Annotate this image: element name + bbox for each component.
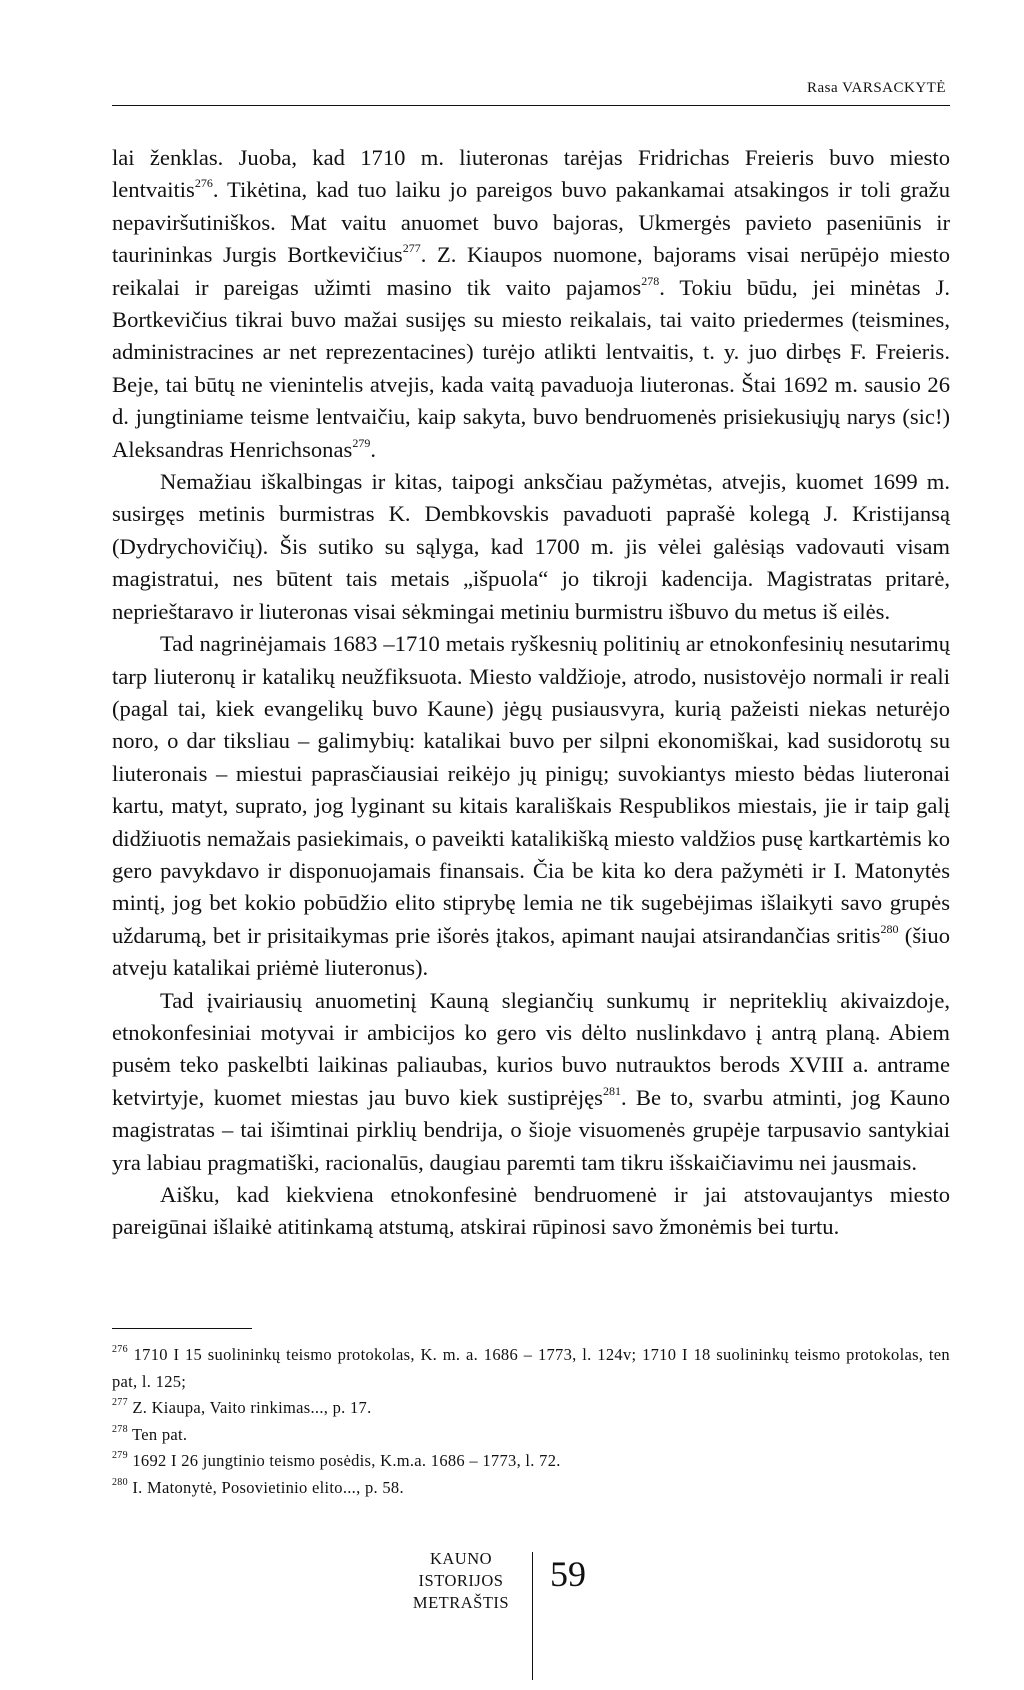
- text-run: . Z. Kiaupos nuomone, bajorams visai nerūpėjo miesto reikalai ir pareigas užimti masino tik vaito pajamos: [112, 242, 950, 300]
- text-run: Tad nagrinėjamais 1683 –1710 metais ryškesnių politinių ar etnokonfesinių nesutarimų tarp liuteronų ir katalikų neužfiksuota. Miesto valdžioje, atrodo, nusistovėjo normali ir reali (pagal tai, kiek evangelikų buvo Kaune) jėgų pusiausvyra, kurią pažeisti niekas neturėjo noro, o dar tiksliau – galimybių: katalikai buvo per silpni ekonomiškai, kad susidorotų su liuteronais – miestui paprasčiausiai reikėjo jų pinigų; suvokiantys miesto bėdas liuteronai kartu, matyt, suprato, jog lyginant su kitais karališkais Respublikos miestais, jie ir taip galį didžiuotis nemažais pasiekimais, o paveikti katalikišką miesto valdžios pusę kartkartėmis ko gero pavykdavo ir disponuojamais finansais. Čia be kita ko dera pažymėti ir I. Matonytės mintį, jog bet kokio pobūdžio elito stiprybę lemia ne tik sugebėjimas išlaikyti savo grupės uždarumą, bet ir prisitaikymas prie išorės įtakos, apimant naujai atsirandančias sritis: [112, 631, 950, 948]
- footnote: [112, 1395, 950, 1422]
- text-run: Nemažiau iškalbingas ir kitas, taipogi anksčiau pažymėtas, atvejis, kuomet 1699 m. susirgęs metinis burmistras K. Dembkovskis pavaduoti paprašė kolegą J. Kristijansą (Dydrychovičių). Šis sutiko su sąlyga, kad 1700 m. jis vėlei galėsiąs vadovauti visam magistratui, nes būtent tais metais „išpuola“ jo tikroji kadencija. Magistratas pritarė, neprieštaravo ir liuteronas visai sėkmingai metiniu burmistru išbuvo du metus iš eilės.: [112, 469, 950, 624]
- paragraph: [112, 142, 950, 466]
- journal-title: [390, 1548, 532, 1614]
- footnote: [112, 1448, 950, 1475]
- footnote-ref: 278: [641, 273, 660, 288]
- body-text: [112, 142, 950, 1244]
- footnote-text: 1710 I 15 suolininkų teismo protokolas, K. m. a. 1686 – 1773, l. 124v; 1710 I 18 suolininkų teismo protokolas, ten pat, l. 125;: [112, 1345, 950, 1391]
- text-run: Tad įvairiausių anuometinį Kauną slegiančių sunkumų ir nepriteklių akivaizdoje, etnokonfesiniai motyvai ir ambicijos ko gero vis dėlto nuslinkdavo į antrą planą. Abiem pusėm teko paskelbti laikinas paliaubas, kurios buvo nutrauktos berods XVIII a. antrame ketvirtyje, kuomet miestas jau buvo kiek sustiprėjęs: [112, 987, 950, 1110]
- footnote-number: 278: [112, 1423, 128, 1435]
- footnote-separator: [112, 1328, 252, 1329]
- paragraph: [112, 985, 950, 1179]
- running-head-author: Rasa VARSACKYTĖ: [806, 80, 946, 96]
- page-number: 59: [550, 1554, 586, 1594]
- journal-title-line: KAUNO: [429, 1549, 493, 1568]
- footnote: [112, 1475, 950, 1502]
- footnote-ref: 277: [402, 241, 421, 256]
- footnote: [112, 1342, 950, 1395]
- footnote-number: 280: [112, 1476, 128, 1488]
- footnote-ref: 276: [194, 176, 213, 191]
- journal-title-line: METRAŠTIS: [412, 1593, 510, 1612]
- footnote-ref: 279: [352, 435, 371, 450]
- footnotes: [112, 1342, 950, 1501]
- text-run: .: [370, 436, 376, 462]
- text-run: . Be to, svarbu atminti, jog Kauno magistratas – tai išimtinai pirklių bendrija, o šioje visuomenės grupėje tarpusavio santykiai yra labiau pragmatiški, racionalūs, daugiau paremti tam tikru išskaičiavimu nei jausmais.: [112, 1084, 950, 1175]
- header-rule: [112, 105, 950, 106]
- text-run: . Tikėtina, kad tuo laiku jo pareigos buvo pakankamai atsakingos ir toli gražu nepaviršutiniškos. Mat vaitu anuomet buvo bajoras, Ukmergės pavieto paseniūnis ir taurininkas Jurgis Bortkevičius: [112, 177, 950, 268]
- footnote-text: Ten pat.: [132, 1424, 188, 1444]
- footnote: [112, 1422, 950, 1449]
- text-run: lai ženklas. Juoba, kad 1710 m. liuteronas tarėjas Fridrichas Freieris buvo miesto lentvaitis: [112, 145, 950, 203]
- text-run: . Tokiu būdu, jei minėtas J. Bortkevičius tikrai buvo mažai susijęs su miesto reikalais, tai vaito priedermes (teismines, administracines ar net reprezentacines) turėjo atlikti lentvaitis, t. y. juo dirbęs F. Freieris. Beje, tai būtų ne vienintelis atvejis, kada vaitą pavaduoja liuteronas. Štai 1692 m. sausio 26 d. jungtiniame teisme lentvaičiu, kaip sakyta, buvo bendruomenės prisiekusiųjų narys (sic!) Aleksandras Henrichsonas: [112, 274, 950, 462]
- footnote-ref: 281: [602, 1083, 621, 1098]
- text-run: (šiuo atveju katalikai priėmė liuteronus).: [112, 922, 950, 981]
- footnote-ref: 280: [880, 921, 899, 936]
- footnote-text: Z. Kiaupa, Vaito rinkimas..., p. 17.: [132, 1398, 372, 1417]
- paragraph: [112, 628, 950, 984]
- journal-title-line: ISTORIJOS: [418, 1571, 504, 1590]
- folio-divider: [532, 1552, 533, 1680]
- footnote-text: 1692 I 26 jungtinio teismo posėdis, K.m.a. 1686 – 1773, l. 72.: [132, 1451, 561, 1470]
- folio: [0, 1548, 1024, 1688]
- paragraph: [112, 466, 950, 628]
- footnote-number: 276: [112, 1344, 128, 1355]
- footnote-number: 279: [112, 1450, 128, 1461]
- paragraph: [112, 1179, 950, 1244]
- footnote-text: I. Matonytė, Posovietinio elito..., p. 58.: [132, 1477, 404, 1497]
- footnote-number: 277: [112, 1397, 128, 1408]
- text-run: Aišku, kad kiekviena etnokonfesinė bendruomenė ir jai atstovaujantys miesto pareigūnai išlaikė atitinkamą atstumą, atskirai rūpinosi savo žmonėmis bei turtu.: [112, 1182, 950, 1240]
